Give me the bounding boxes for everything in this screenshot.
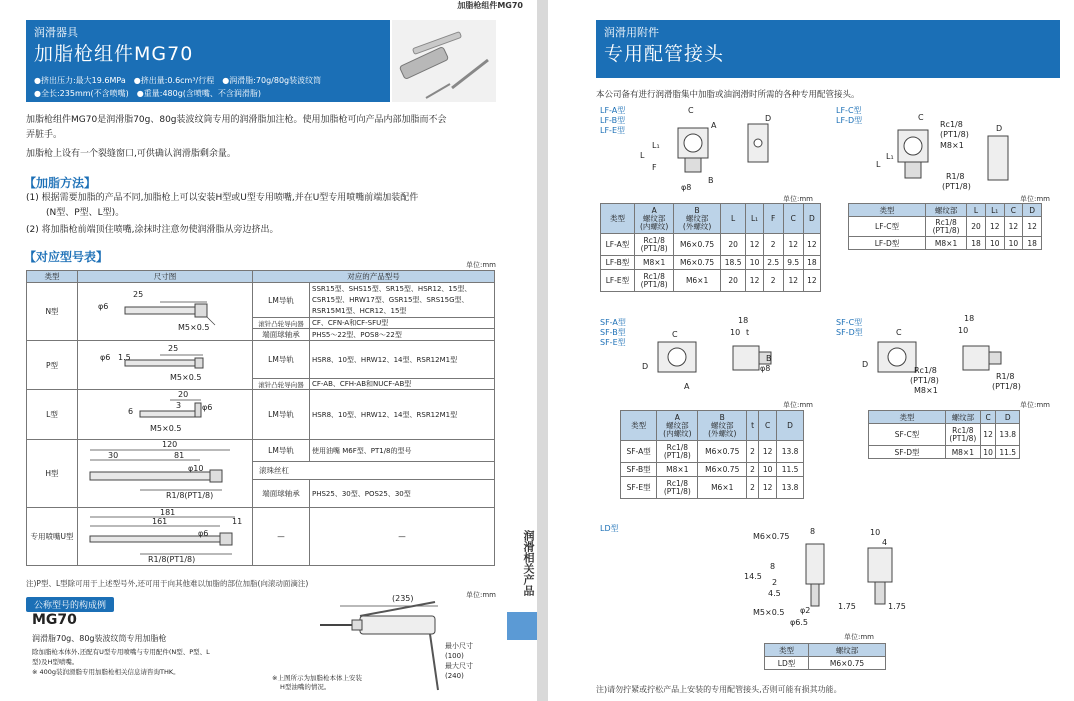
h-rod-label: 端面球轴承 — [253, 480, 310, 508]
sf-dim-a: A — [684, 382, 690, 391]
lf-head-l1: L₁ — [746, 204, 763, 234]
type-l: L型 — [27, 390, 78, 440]
table-row — [621, 463, 804, 477]
lf-r2-c7: 12 — [803, 270, 820, 292]
sf-e-label: SF-E型 — [600, 338, 626, 347]
side-tab-label: 润滑相关产品 — [522, 530, 535, 596]
lf-r0-c4: 12 — [746, 234, 763, 256]
drawing-u — [78, 508, 253, 566]
sc-dim-r: R1/8 — [996, 372, 1015, 381]
p-cam-label: 滚针凸轮导向器 — [253, 379, 310, 390]
gun-min-value: (100) — [445, 652, 464, 660]
sf-units: 单位:mm — [783, 401, 813, 409]
lf-table — [600, 203, 821, 292]
lf-r1-c6: 9.5 — [783, 256, 803, 270]
ld-dim-45: 4.5 — [768, 589, 781, 598]
model-desc: 润滑脂70g、80g装波纹筒专用加脂枪 — [32, 634, 167, 643]
h-screw-label: 滚珠丝杠 — [253, 462, 495, 480]
sc-r1-c2: 10 — [980, 446, 996, 459]
dim-u-r18: R1/8(PT1/8) — [148, 555, 196, 564]
lf-r1-c2: M6×0.75 — [674, 256, 720, 270]
sf-dim-t: t — [746, 328, 750, 337]
table-row — [601, 270, 821, 292]
dim-h-120: 120 — [162, 440, 178, 449]
table-units: 单位:mm — [466, 261, 496, 269]
sc-r0-c2: 12 — [980, 424, 996, 446]
sf-r2-c0: SF-E型 — [621, 477, 657, 499]
table-row — [621, 477, 804, 499]
sf-r1-c0: SF-B型 — [621, 463, 657, 477]
sc-r0-c1: Rc1/8 (PT1/8) — [946, 424, 981, 446]
lf-r0-c6: 12 — [783, 234, 803, 256]
right-category-label: 润滑用附件 — [604, 26, 659, 39]
dim-h-r18: R1/8(PT1/8) — [166, 491, 214, 500]
model-desc-2: 除加脂枪本体外,还配有U型专用喷嘴与专用配件(N型、P型、L — [32, 648, 210, 656]
lf-dim-phi8: φ8 — [681, 183, 692, 192]
category-label: 润滑器具 — [34, 26, 78, 39]
sf-a-label: SF-A型 — [600, 318, 626, 327]
dim-p-m5: M5×0.5 — [170, 373, 202, 382]
lc-units: 单位:mm — [1020, 195, 1050, 203]
p-dimension-drawing — [80, 343, 250, 389]
lc-r0-c3: 12 — [985, 217, 1004, 237]
lc-r0-c5: 12 — [1023, 217, 1042, 237]
lc-dim-m8: M8×1 — [940, 141, 964, 150]
col-type: 类型 — [27, 271, 78, 283]
ld-dim-2: 2 — [772, 578, 778, 587]
lf-e-label: LF-E型 — [600, 126, 625, 135]
lf-b-label: LF-B型 — [600, 116, 626, 125]
lc-dim-rpt: (PT1/8) — [942, 182, 971, 191]
gun-dim-235: (235) — [392, 594, 414, 603]
page-header-tag: 加脂枪组件MG70 — [457, 1, 523, 10]
sc-dim-rc: Rc1/8 — [914, 366, 937, 375]
dim-l-3: 3 — [176, 401, 182, 410]
dim-h-81: 81 — [174, 451, 185, 460]
lf-units: 单位:mm — [783, 195, 813, 203]
lf-dim-d: D — [765, 114, 772, 123]
p-cam-models: CF-AB、CFH-AB和NUCF-AB型 — [310, 379, 495, 390]
model-table — [26, 270, 495, 566]
lf-drawing — [638, 106, 818, 191]
n-cam-label: 滚针凸轮导向器 — [253, 318, 310, 329]
intro-line-2: 弄脏手。 — [26, 130, 63, 140]
ld-head-thread: 螺纹部 — [809, 644, 886, 657]
lf-head-f: F — [763, 204, 783, 234]
sc-units: 单位:mm — [1020, 401, 1050, 409]
n-lm-models-1: SSR15型、SHS15型、SR15型、HSR12、15型、 — [312, 284, 472, 293]
lf-a-label: LF-A型 — [600, 106, 626, 115]
dim-h-30: 30 — [108, 451, 119, 460]
u-dash-1: — — [253, 508, 310, 566]
table-row — [765, 657, 886, 670]
lc-type-labels — [836, 106, 862, 126]
dim-u-161: 161 — [152, 517, 168, 526]
lc-dim-c: C — [918, 113, 924, 122]
lf-dim-b: B — [708, 176, 714, 185]
sf-r0-c2: M6×0.75 — [698, 441, 747, 463]
p-lm-models: HSR8、10型、HRW12、14型、RSR12M1型 — [310, 341, 495, 379]
sf-r1-c1: M8×1 — [657, 463, 698, 477]
lf-r0-c3: 20 — [720, 234, 746, 256]
model-name: MG70 — [32, 612, 77, 628]
sf-r1-c2: M6×0.75 — [698, 463, 747, 477]
sf-r0-c4: 12 — [759, 441, 777, 463]
sf-r0-c3: 2 — [747, 441, 759, 463]
sc-head-c: C — [980, 411, 996, 424]
lf-r0-c2: M6×0.75 — [674, 234, 720, 256]
table-note: 注)P型、L型除可用于上述型号外,还可用于向其他难以加脂的部位加脂(向滚动面滴注) — [26, 579, 309, 588]
gun-min-block — [445, 641, 473, 681]
sf-r2-c3: 2 — [747, 477, 759, 499]
table-row — [869, 424, 1020, 446]
ld-head-type: 类型 — [765, 644, 809, 657]
drawing-l — [78, 390, 253, 440]
sc-dim-c: C — [896, 328, 902, 337]
gun-note-2: H型油嘴的情况。 — [280, 683, 331, 691]
sf-b-label: SF-B型 — [600, 328, 626, 337]
n-lm-models-2: CSR15型、HRW17型、GSR15型、SRS15G型、 — [312, 295, 469, 304]
sf-dim-d: D — [642, 362, 649, 371]
table-row — [849, 217, 1042, 237]
lf-r0-c0: LF-A型 — [601, 234, 635, 256]
method-title: 【加脂方法】 — [24, 176, 97, 190]
model-desc-3: 型)及H型喷嘴。 — [32, 658, 79, 666]
right-page — [548, 0, 1074, 701]
method-line-1b: (N型、P型、L型)。 — [46, 208, 125, 218]
n-dimension-drawing — [80, 285, 250, 343]
sf-c-label: SF-C型 — [836, 318, 863, 327]
lf-head-b: B 螺纹部 (外螺纹) — [674, 204, 720, 234]
col-models: 对应的产品型号 — [253, 271, 495, 283]
method-line-1: (1) 根据需要加脂的产品不同,加脂枪上可以安装H型或U型专用喷嘴,并在U型专用喷嘴前端加装配件 — [26, 193, 419, 203]
sf-r1-c3: 2 — [747, 463, 759, 477]
col-drawing: 尺寸图 — [78, 271, 253, 283]
lc-dim-r: R1/8 — [946, 172, 965, 181]
n-rod-models: PHS5～22型、POS8～22型 — [310, 329, 495, 341]
type-n: N型 — [27, 283, 78, 341]
sc-r1-c3: 11.5 — [996, 446, 1020, 459]
type-u: 专用喷嘴U型 — [27, 508, 78, 566]
sc-dim-rpt: (PT1/8) — [992, 382, 1021, 391]
sf-d-label: SF-D型 — [836, 328, 863, 337]
h-lm-label: LM导轨 — [253, 440, 310, 462]
sf-r0-c5: 13.8 — [777, 441, 804, 463]
lc-head-thread: 螺纹部 — [926, 204, 967, 217]
sc-dim-d: D — [862, 360, 869, 369]
sf-drawing — [638, 320, 818, 390]
model-table-title: 【对应型号表】 — [24, 250, 109, 264]
sf-dim-18: 18 — [738, 316, 749, 325]
lf-dim-l1: L₁ — [652, 141, 660, 150]
sf-r0-c1: Rc1/8 (PT1/8) — [657, 441, 698, 463]
lc-r0-c4: 12 — [1004, 217, 1023, 237]
sf-head-b: B 螺纹部 (外螺纹) — [698, 411, 747, 441]
grease-gun-photo-icon — [392, 20, 496, 102]
sf-r1-c4: 10 — [759, 463, 777, 477]
sc-r1-c1: M8×1 — [946, 446, 981, 459]
ld-dim-phi65: φ6.5 — [790, 618, 808, 627]
lf-r2-c2: M6×1 — [674, 270, 720, 292]
lc-head-l1: L₁ — [985, 204, 1004, 217]
lc-r0-c0: LF-C型 — [849, 217, 926, 237]
lc-dim-l1: L₁ — [886, 152, 894, 161]
dim-u-11: 11 — [232, 517, 243, 526]
ld-dim-145: 14.5 — [744, 572, 762, 581]
lf-r2-c4: 12 — [746, 270, 763, 292]
ld-dim-4: 4 — [882, 538, 888, 547]
lf-r0-c5: 2 — [763, 234, 783, 256]
gun-max-value: (240) — [445, 672, 464, 680]
lf-r2-c1: Rc1/8 (PT1/8) — [634, 270, 673, 292]
ld-dim-175b: 1.75 — [888, 602, 906, 611]
lf-head-c: C — [783, 204, 803, 234]
ld-r0-c1: M6×0.75 — [809, 657, 886, 670]
dim-n-m5: M5×0.5 — [178, 323, 210, 332]
drawing-p — [78, 341, 253, 390]
gun-note-1: ※上图所示为加脂枪本体上安装 — [272, 674, 362, 682]
n-rod-label: 端面球轴承 — [253, 329, 310, 341]
lc-head-l: L — [967, 204, 986, 217]
l-lm-models: HSR8、10型、HRW12、14型、RSR12M1型 — [310, 390, 495, 440]
right-foot-note: 注)请勿拧紧或拧松产品上安装的专用配管接头,否则可能有损其功能。 — [596, 685, 842, 694]
sc-r0-c0: SF-C型 — [869, 424, 946, 446]
sf-r0-c0: SF-A型 — [621, 441, 657, 463]
lf-head-d: D — [803, 204, 820, 234]
table-row — [601, 234, 821, 256]
gun-min-label: 最小尺寸 — [445, 642, 473, 650]
sc-head-d: D — [996, 411, 1020, 424]
n-lm-models — [310, 283, 495, 318]
page-title: 加脂枪组件MG70 — [34, 43, 194, 65]
table-row — [869, 446, 1020, 459]
lc-r1-c3: 10 — [985, 237, 1004, 250]
sf-dim-c: C — [672, 330, 678, 339]
lf-r1-c5: 2.5 — [763, 256, 783, 270]
lf-r1-c4: 10 — [746, 256, 763, 270]
sf-r2-c4: 12 — [759, 477, 777, 499]
lf-r2-c6: 12 — [783, 270, 803, 292]
dim-l-20: 20 — [178, 390, 189, 399]
model-example-pill: 公称型号的构成例 — [26, 597, 114, 612]
ld-dim-8b: 8 — [770, 562, 776, 571]
ld-units: 单位:mm — [844, 633, 874, 641]
l-lm-label: LM导轨 — [253, 390, 310, 440]
sc-dim-m8: M8×1 — [914, 386, 938, 395]
right-intro: 本公司备有进行润滑脂集中加脂或油润滑时所需的各种专用配管接头。 — [596, 90, 860, 100]
sf-dim-10: 10 — [730, 328, 741, 337]
lf-dim-l: L — [640, 151, 645, 160]
h-rod-models: PHS25、30型、POS25、30型 — [310, 480, 495, 508]
lf-d-label: LF-D型 — [836, 116, 863, 125]
h-dimension-drawing — [80, 442, 250, 504]
side-tab-marker — [507, 612, 537, 640]
title-banner — [26, 20, 390, 102]
lf-r2-c3: 20 — [720, 270, 746, 292]
drawing-h — [78, 440, 253, 508]
dim-l-6a: 6 — [128, 407, 134, 416]
lf-dim-f: F — [652, 163, 657, 172]
table-row — [849, 237, 1042, 250]
p-lm-label: LM导轨 — [253, 341, 310, 379]
type-h: H型 — [27, 440, 78, 508]
sc-table — [868, 410, 1020, 459]
ld-r0-c0: LD型 — [765, 657, 809, 670]
lc-table — [848, 203, 1042, 250]
lf-c-label: LF-C型 — [836, 106, 862, 115]
sf-head-d: D — [777, 411, 804, 441]
lc-r1-c2: 18 — [967, 237, 986, 250]
lc-dim-rc: Rc1/8 — [940, 120, 963, 129]
lf-r1-c1: M8×1 — [634, 256, 673, 270]
dim-l-m5: M5×0.5 — [150, 424, 182, 433]
lf-dim-c: C — [688, 106, 694, 115]
sf-head-c: C — [759, 411, 777, 441]
dim-l-6b: φ6 — [202, 403, 213, 412]
sf-dim-b: B — [766, 354, 772, 363]
sc-dim-pt: (PT1/8) — [910, 376, 939, 385]
spec-line-2: ●全长:235mm(不含喷嘴) ●重量:480g(含喷嘴、不含润滑脂) — [34, 89, 262, 98]
lc-r0-c2: 20 — [967, 217, 986, 237]
model-desc-4: ※ 400g装润滑脂专用加脂枪相关信息请咨询THK。 — [32, 668, 180, 676]
table-row — [601, 256, 821, 270]
ld-dim-phi2: φ2 — [800, 606, 811, 615]
ld-type-label: LD型 — [600, 524, 619, 533]
ld-dim-8: 8 — [810, 527, 816, 536]
page-gutter — [537, 0, 548, 701]
dim-p-25: 25 — [168, 344, 179, 353]
type-p: P型 — [27, 341, 78, 390]
dim-n-25: 25 — [133, 290, 144, 299]
lf-type-labels — [600, 106, 625, 136]
ld-dim-175a: 1.75 — [838, 602, 856, 611]
h-lm-models: 使用油嘴 M6F型、PT1/8的型号 — [310, 440, 495, 462]
method-line-2: (2) 将加脂枪前端顶住喷嘴,涂抹时注意勿使润滑脂从旁边挤出。 — [26, 225, 279, 235]
lf-head-l: L — [720, 204, 746, 234]
lf-head-type: 类型 — [601, 204, 635, 234]
gun-note — [272, 674, 362, 692]
lc-head-type: 类型 — [849, 204, 926, 217]
sf-r2-c1: Rc1/8 (PT1/8) — [657, 477, 698, 499]
u-dash-2: — — [310, 508, 495, 566]
lc-head-c: C — [1004, 204, 1023, 217]
intro-line-3: 加脂枪上设有一个裂缝窗口,可供确认润滑脂剩余量。 — [26, 149, 236, 159]
sc-head-thread: 螺纹部 — [946, 411, 981, 424]
gun-units: 单位:mm — [466, 591, 496, 599]
sc-r1-c0: SF-D型 — [869, 446, 946, 459]
ld-dim-m6: M6×0.75 — [753, 532, 790, 541]
lf-r1-c3: 18.5 — [720, 256, 746, 270]
dim-p-phi6: φ6 — [100, 353, 111, 362]
sf-head-t: t — [747, 411, 759, 441]
sc-dim-18: 18 — [964, 314, 975, 323]
lf-head-a: A 螺纹部 (内螺纹) — [634, 204, 673, 234]
ld-dim-m5: M5×0.5 — [753, 608, 785, 617]
lf-r0-c7: 12 — [803, 234, 820, 256]
gun-max-label: 最大尺寸 — [445, 662, 473, 670]
lc-dim-d: D — [996, 124, 1003, 133]
lf-r2-c0: LF-E型 — [601, 270, 635, 292]
lc-r1-c5: 18 — [1023, 237, 1042, 250]
lc-r1-c4: 10 — [1004, 237, 1023, 250]
sf-r2-c5: 13.8 — [777, 477, 804, 499]
lc-r1-c1: M8×1 — [926, 237, 967, 250]
dim-u-phi6: φ6 — [198, 529, 209, 538]
lf-r1-c7: 18 — [803, 256, 820, 270]
drawing-n — [78, 283, 253, 341]
n-lm-models-3: RSR15M1型、HCR12、15型 — [312, 306, 407, 315]
n-lm-label: LM导轨 — [253, 283, 310, 318]
dim-u-181: 181 — [160, 508, 176, 517]
lc-r1-c0: LF-D型 — [849, 237, 926, 250]
lf-r0-c1: Rc1/8 (PT1/8) — [634, 234, 673, 256]
lf-r2-c5: 2 — [763, 270, 783, 292]
lc-dim-l: L — [876, 160, 881, 169]
sf-r2-c2: M6×1 — [698, 477, 747, 499]
sc-dim-10: 10 — [958, 326, 969, 335]
ld-table — [764, 643, 886, 670]
sc-head-type: 类型 — [869, 411, 946, 424]
sf-table — [620, 410, 804, 499]
lc-head-d: D — [1023, 204, 1042, 217]
sf-dim-phi8: φ8 — [760, 364, 771, 373]
spec-line-1: ●挤出压力:最大19.6MPa ●挤出量:0.6cm³/行程 ●润滑脂:70g/80g装波纹筒 — [34, 76, 322, 85]
ld-dim-10: 10 — [870, 528, 881, 537]
lc-r0-c1: Rc1/8 (PT1/8) — [926, 217, 967, 237]
sf-r1-c5: 11.5 — [777, 463, 804, 477]
lf-r1-c0: LF-B型 — [601, 256, 635, 270]
n-cam-models: CF、CFN-A和CF-SFU型 — [310, 318, 495, 329]
right-title-banner — [596, 20, 1060, 78]
sf-head-a: A 螺纹部 (内螺纹) — [657, 411, 698, 441]
lc-dim-pt: (PT1/8) — [940, 130, 969, 139]
dim-p-15: 1.5 — [118, 353, 131, 362]
right-page-title: 专用配管接头 — [604, 43, 725, 65]
sc-r0-c3: 13.8 — [996, 424, 1020, 446]
lf-dim-a: A — [711, 121, 717, 130]
sf-type-labels — [600, 318, 626, 348]
grease-gun-photo — [392, 20, 496, 102]
sf-head-type: 类型 — [621, 411, 657, 441]
intro-line-1: 加脂枪组件MG70是润滑脂70g、80g装波纹筒专用的润滑脂加注枪。使用加脂枪可向产品内部加脂而不会 — [26, 115, 447, 125]
dim-h-phi10: φ10 — [188, 464, 204, 473]
dim-n-phi6: φ6 — [98, 302, 109, 311]
table-row — [621, 441, 804, 463]
